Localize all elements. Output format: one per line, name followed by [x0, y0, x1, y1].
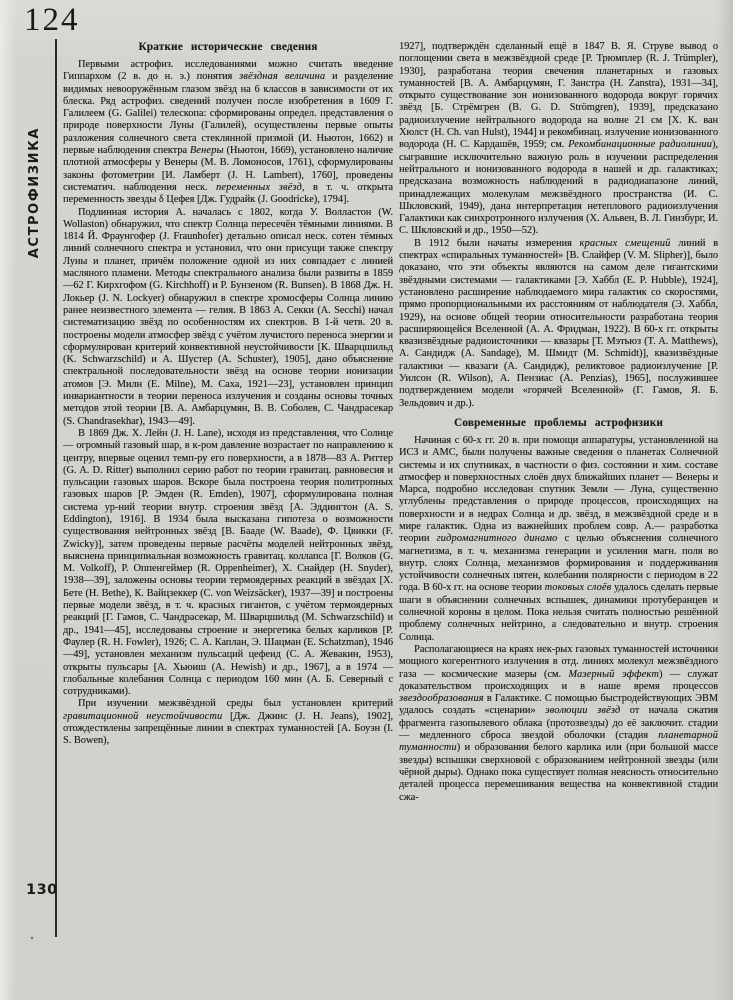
margin-article-title-vertical: АСТРОФИЗИКА: [27, 127, 42, 259]
modern-paragraph-2: Располагающиеся на краях нек-рых газовых туманностей источники мощного когерентного излучения в отд. линиях молекул межзвёздного газа — космические мазеры (см. Мазерный эффект) — служат доказательством происходящих и в наше время процессов звездообразования в Галактике. С помощью быстродействующих ЭВМ удалось создать «сценарии» эволюции звёзд от начала сжатия фрагмента газопылевого облака (протозвезды) до её заключит. стадии — медленного сброса звездой оболочки (стадия планетарной туманности) и образования белого карлика или (при большой массе звезды) вспышки сверхновой с образованием нейтронной звезды (или чёрной дыры). Однако пока существует полная неясность относительно деталей процесса перемешивания вещества на конвективной стадии сжа-: [399, 643, 718, 803]
history-paragraph-1: Первыми астрофиз. исследованиями можно считать введение Гиппархом (2 в. до н. э.) понятия звёздная величина и разделение видимых невооружённым глазом звёзд на 6 классов в зависимости от их блеска. Ряд астрофиз. сведений получен после изобретения в 1609 Г. Галилеем (G. Galilei) телескопа: сформированы определ. представления о природе поверхности Луны (Галилей), осуществлены первые опыты разложения солнечного света стеклянной призмой (И. Ньютон, 1662) и первые наблюдения спектра Венеры (Ньютон, 1669), установлено наличие плотной атмосферы у Венеры (М. В. Ломоносов, 1761), сформулированы законы фотометрии [И. Ламберт (J. H. Lambert), 1760], проведены систематич. наблюдения неск. переменных звёзд, в т. ч. открыта переменность звезды δ Цефея [Дж. Гудрайк (J. Goodricke), 1794].: [63, 59, 393, 206]
left-text-column: [63, 41, 393, 911]
modern-paragraph-1: Начиная с 60-х гг. 20 в. при помощи аппаратуры, установленной на ИСЗ и АМС, были получены важные сведения о планетах Солнечной системы и их спутниках, в частности о физ. состоянии и хим. составе атмосфер и поверхностных слоёв двух ближайших планет — Венеры и Марса, подробно исследован спутник Земли — Луна, существенно углублены представления о природе процессов, происходящих на поверхности и в недрах Солнца и др. звёзд, в межзвёздной среде и в мире галактик. Одна из важнейших проблем совр. А.— разработка теории гидромагнитного динамо с целью объяснения солнечного магнетизма, в т. ч. механизма генерации и усиления магн. поля во внутр. слоях Солнца, механизмов формирования и поддерживания устойчивости солнечных пятен, колебания полярности с периодом в 22 года. В 60-х гг. на основе теории токовых слоёв удалось сделать первые шаги в объяснении солнечных вспышек, динамики протуберанцев и солнечной короны в целом. Пока нельзя считать полностью решённой проблему солнечных нейтрино, а следовательно и внутр. строения Солнца.: [399, 434, 718, 643]
page-number: 124: [24, 2, 80, 38]
section-heading-history: Краткие исторические сведения: [138, 41, 318, 53]
history-paragraph-5: В 1912 были начаты измерения красных смещений линий в спектрах «спиральных туманностей» [В. Слайфер (V. M. Slipher)], было доказано, что эти объекты являются на самом деле гигантскими звёздными системами — галактиками [Э. Хаббл (E. P. Hubble), 1924], установлено расширение наблюдаемого мира галактик со скоростями, прямо пропорциональными их расстояниям от наблюдателя (Э. Хаббл, 1929), на основе общей теории относительности разработана теория расширяющейся Вселенной (А. А. Фридман, 1922). В 60-х гг. открыты квазизвёздные радиоисточники — квазары [Т. Мэтьюз (T. A. Matthews), А. Сандидж (A. Sandage), М. Шмидт (M. Schmidt)], квазизвёздные галактики — квазаги (А. Сандидж), реликтовое радиоизлучение [Р. Уилсон (R. Wilson), А. Пензиас (A. Penzias), 1965], послужившее подтверждением модели «горячей Вселенной» (Г. Гамов, Я. Б. Зельдович и др.).: [399, 237, 718, 409]
history-paragraph-3: В 1869 Дж. Х. Лейн (J. H. Lane), исходя из представления, что Солнце — огромный газовый шар, в к-ром давление возрастает по направлению к центру, впервые оценил темп-ру его поверхности, а в 1878—83 А. Риттер (G. A. D. Ritter) выполнил серию работ по теории гравитац. равновесия и пульсации газовых шаров. Вскоре была построена теория политропных газовых шаров [Р. Эмден (R. Emden), 1907], сформулирована полная система ур-ний теории внутр. строения звёзд [А. Эддингтон (A. S. Eddington), 1916]. В 1934 была высказана гипотеза о возможности существования нейтронных звёзд [В. Бааде (W. Baade), Ф. Цвикки (F. Zwicky)], затем проведены первые расчёты моделей нейтронных звёзд, выяснена принципиальная возможность гравитац. коллапса [Г. Волков (G. M. Volkoff), Р. Оппенгеймер (R. Oppenheimer), Х. Снайдер (H. Snyder), 1938—39], заложены основы теории термоядерных реакций в звёздах [Х. Бете (H. Bethe), К. Вайцзеккер (C. von Weizsäcker), 1937—39] и построены первые модели звёзд, в т. ч. красных гигантов, с учётом термоядерных реакций [Г. Гамов, С. Чандрасекар, М. Шварцшильд (M. Schwarzschild) и др., 1941—45], исследованы строение и энергетика белых карликов [Р. Фаулер (R. H. Fowler), 1926; С. А. Каплан, Э. Шацман (E. Schatzman), 1946—49], установлен механизм пульсаций цефеид (С. А. Жевакин, 1953), открыты пульсары [А. Хьюиш (A. Hewish) и др., 1967], а в 1974 — глобальные колебания Солнца с периодом 160 мин (А. Б. Северный с сотрудниками).: [63, 427, 393, 698]
ink-speck: [31, 937, 33, 939]
history-paragraph-4-continuation: 1927], подтверждён сделанный ещё в 1847 В. Я. Струве вывод о поглощении света в межзвёздной среде [Р. Трюмплер (R. J. Trümpler), 1930], разработана теория свечения планетарных и газовых туманностей [В. А. Амбарцумян, Г. Занстра (H. Zanstra), 1931—34], открыто существование зон ионизованного водорода вокруг горячих звёзд [Б. Стрёмгрен (B. G. D. Strömgren), 1939], предсказано радиоизлучение нейтрального водорода на волне 21 см [Х. К. ван Хюлст (H. Ch. van Hulst), 1944] и рекомбинац. излучение ионизованного водорода (Н. С. Кардашёв, 1959; см. Рекомбинационные радиолинии), сыгравшие исключительно важную роль в изучении распределения нейтрального и ионизованного водорода в нашей и др. галактиках; предсказана возможность наблюдений в радиодиапазоне линий, принадлежащих молекулам межзвёздного пространства (И. С. Шкловский, 1949), дана интерпретация нетеплового радиоизлучения Галактики как синхротронного излучения (Х. Альвен, В. Л. Гинзбург, И. С. Шкловский и др., 1950—52).: [399, 41, 718, 237]
column-sequence-marker: 130: [26, 882, 58, 898]
section-heading-modern-problems: Современные проблемы астрофизики: [454, 416, 663, 429]
right-text-column: [399, 41, 718, 925]
history-paragraph-2: Подлинная история А. началась с 1802, когда У. Волластон (W. Wollaston) обнаружил, что спектр Солнца пересечён тёмными линиями. В 1814 Й. Фраунгофер (J. Fraunhofer) детально описал неск. сотен тёмных линий солнечного спектра и установил, что они присущи также спектру Луны и планет, причём положение одной из них совпадает с линией масляного пламени. Методы спектрального анализа были развиты в 1859—62 Г. Кирхгофом (G. Kirchhoff) и Р. Бунзеном (R. Bunsen). В 1868 Дж. Н. Локьер (J. N. Lockyer) обнаружил в спектре хромосферы Солнца линию ранее неизвестного элемента — гелия. В 1863 А. Секки (A. Secchi) начал систематизацию звёзд по особенностям их спектров. В 1-й четв. 20 в. построены модели атмосфер звёзд с учётом лучистого переноса энергии и сформулирован критерий конвективной неустойчивости [К. Шварцшильд (K. Schwarzschild) и А. Шустер (A. Schuster), 1905], дано объяснение спектральной последовательности звёзд на основе теории ионизации атомов [Э. Милн (E. Milne), М. Саха, 1921—23], установлен принцип инвариантности в теории переноса излучения и созданы основы точных методов этой теории [В. А. Амбарцумян, В. В. Соболев, С. Чандрасекар (S. Chandrasekhar), 1943—49].: [63, 206, 393, 427]
history-paragraph-4: При изучении межзвёздной среды был установлен критерий гравитационной неустойчивости [Дж. Джинс (J. H. Jeans), 1902], отождествлены запрещённые линии в спектрах туманностей [А. Боуэн (I. S. Bowen),: [63, 698, 393, 747]
margin-divider-rule: [55, 39, 57, 937]
